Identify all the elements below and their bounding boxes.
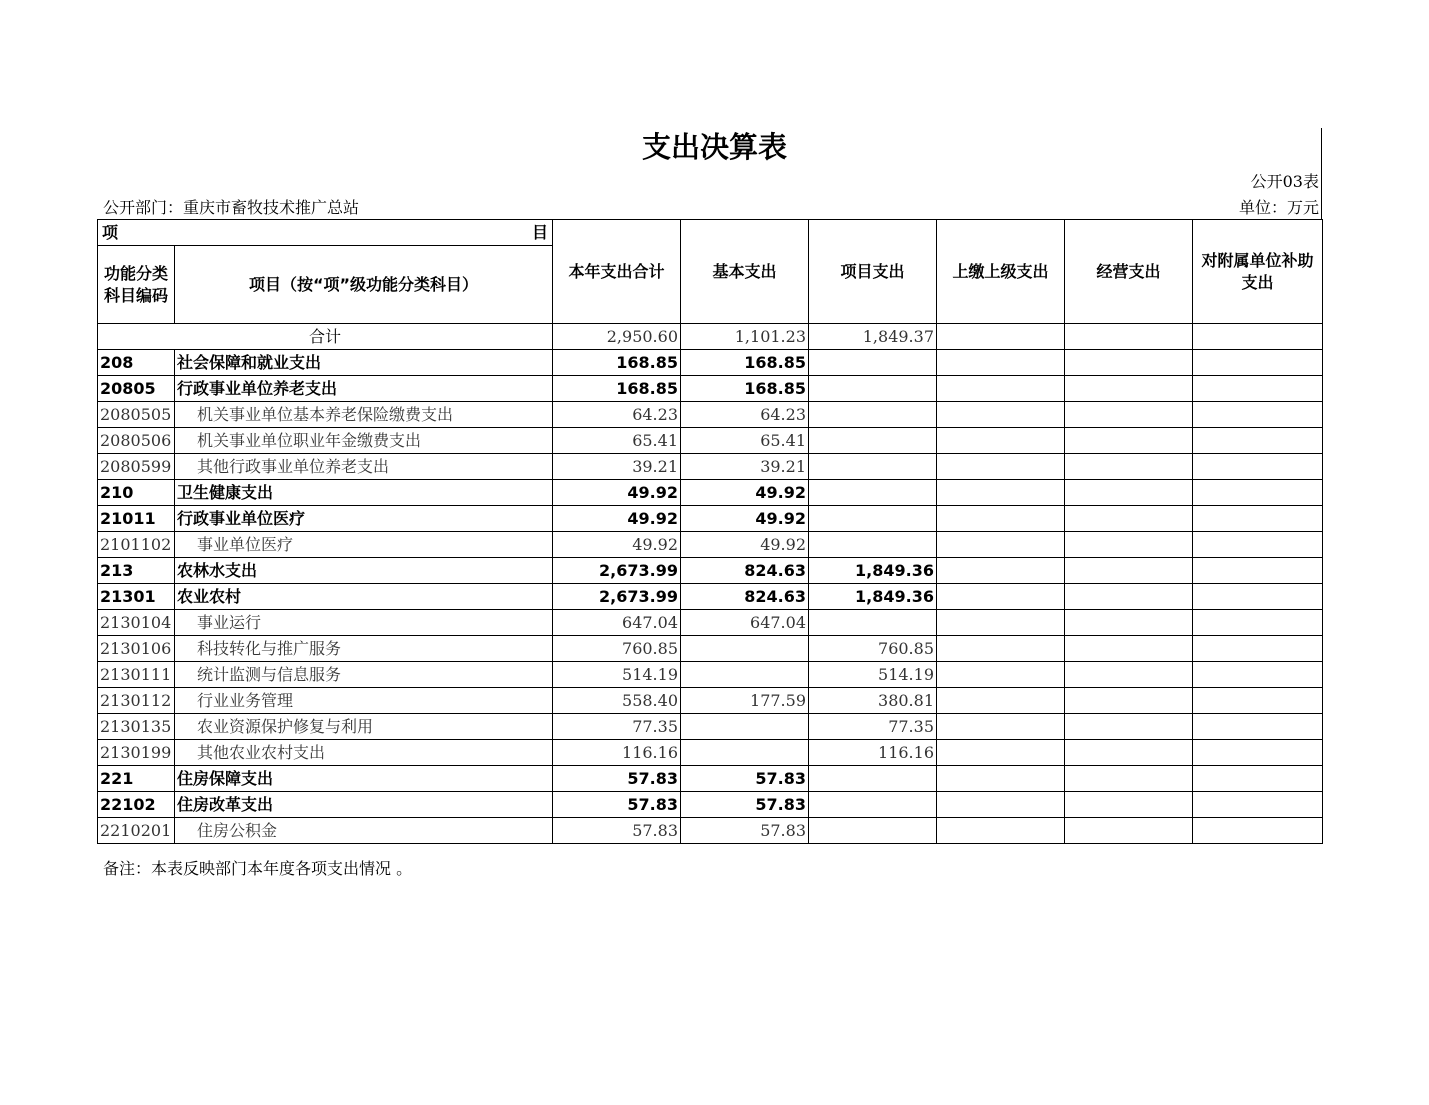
row-value — [937, 402, 1065, 428]
row-value — [937, 558, 1065, 584]
row-value — [1065, 532, 1193, 558]
row-value — [1065, 610, 1193, 636]
row-value — [937, 740, 1065, 766]
row-value — [1193, 740, 1323, 766]
row-value: 64.23 — [681, 402, 809, 428]
row-code: 22102 — [98, 792, 175, 818]
row-value: 49.92 — [553, 532, 681, 558]
row-value — [681, 714, 809, 740]
row-value — [937, 376, 1065, 402]
row-value: 77.35 — [553, 714, 681, 740]
table-row — [98, 662, 1323, 688]
row-name: 卫生健康支出 — [175, 480, 553, 506]
total-cell: 1,849.37 — [809, 324, 937, 350]
row-value — [1193, 662, 1323, 688]
table-row — [98, 636, 1323, 662]
row-value — [1065, 558, 1193, 584]
header-name: 项目（按“项”级功能分类科目） — [175, 246, 553, 324]
row-code: 221 — [98, 766, 175, 792]
row-name: 统计监测与信息服务 — [175, 662, 553, 688]
table-row — [98, 558, 1323, 584]
row-value — [809, 506, 937, 532]
row-value: 2,673.99 — [553, 584, 681, 610]
row-value — [1065, 662, 1193, 688]
row-name: 住房公积金 — [175, 818, 553, 844]
row-value — [809, 792, 937, 818]
unit-label: 单位：万元 — [1238, 198, 1319, 217]
row-value: 168.85 — [681, 376, 809, 402]
row-value: 65.41 — [553, 428, 681, 454]
table-row — [98, 428, 1323, 454]
header-col-remit: 上缴上级支出 — [937, 220, 1065, 324]
row-code: 2130199 — [98, 740, 175, 766]
row-value: 647.04 — [553, 610, 681, 636]
row-value — [1193, 714, 1323, 740]
row-value — [809, 610, 937, 636]
row-code: 2080506 — [98, 428, 175, 454]
row-value — [1193, 480, 1323, 506]
row-value: 57.83 — [553, 792, 681, 818]
row-value: 824.63 — [681, 558, 809, 584]
row-value — [1193, 454, 1323, 480]
row-code: 21301 — [98, 584, 175, 610]
total-cell: 2,950.60 — [553, 324, 681, 350]
row-code: 2130104 — [98, 610, 175, 636]
table-row — [98, 584, 1323, 610]
row-value — [1065, 636, 1193, 662]
header-col-subsidy: 对附属单位补助支出 — [1193, 220, 1323, 324]
row-code: 21011 — [98, 506, 175, 532]
row-value: 514.19 — [809, 662, 937, 688]
row-value — [1065, 740, 1193, 766]
row-value — [809, 532, 937, 558]
row-value — [1065, 376, 1193, 402]
row-value — [1193, 558, 1323, 584]
row-value: 168.85 — [681, 350, 809, 376]
row-value — [1065, 688, 1193, 714]
header-col-basic: 基本支出 — [681, 220, 809, 324]
row-code: 2210201 — [98, 818, 175, 844]
row-code: 2130112 — [98, 688, 175, 714]
row-name: 农业农村 — [175, 584, 553, 610]
row-value — [681, 662, 809, 688]
row-code: 210 — [98, 480, 175, 506]
row-value — [937, 584, 1065, 610]
row-value: 168.85 — [553, 376, 681, 402]
total-cell — [937, 324, 1065, 350]
table-row — [98, 350, 1323, 376]
row-value — [1065, 792, 1193, 818]
table-row — [98, 532, 1323, 558]
row-value: 760.85 — [809, 636, 937, 662]
row-value — [1193, 350, 1323, 376]
row-value — [809, 350, 937, 376]
row-value: 65.41 — [681, 428, 809, 454]
row-name: 其他农业农村支出 — [175, 740, 553, 766]
row-name: 社会保障和就业支出 — [175, 350, 553, 376]
row-value: 57.83 — [681, 792, 809, 818]
row-name: 行政事业单位医疗 — [175, 506, 553, 532]
row-name: 住房改革支出 — [175, 792, 553, 818]
table-row — [98, 480, 1323, 506]
header-col-total: 本年支出合计 — [553, 220, 681, 324]
row-value — [1065, 818, 1193, 844]
table-row — [98, 454, 1323, 480]
row-value: 177.59 — [681, 688, 809, 714]
row-value — [937, 636, 1065, 662]
row-value — [1065, 766, 1193, 792]
footnote: 备注：本表反映部门本年度各项支出情况 。 — [103, 859, 413, 878]
table-row — [98, 610, 1323, 636]
row-value — [1193, 402, 1323, 428]
row-value: 2,673.99 — [553, 558, 681, 584]
row-code: 213 — [98, 558, 175, 584]
row-value — [937, 818, 1065, 844]
row-value: 116.16 — [553, 740, 681, 766]
row-code: 208 — [98, 350, 175, 376]
row-name: 农业资源保护修复与利用 — [175, 714, 553, 740]
row-name: 行政事业单位养老支出 — [175, 376, 553, 402]
row-value — [809, 766, 937, 792]
row-value — [937, 792, 1065, 818]
row-value — [937, 428, 1065, 454]
row-code: 2130135 — [98, 714, 175, 740]
row-value — [937, 506, 1065, 532]
row-value — [1193, 532, 1323, 558]
total-label: 合计 — [98, 324, 553, 350]
row-value: 380.81 — [809, 688, 937, 714]
row-value — [1193, 610, 1323, 636]
row-value — [809, 818, 937, 844]
row-value: 49.92 — [553, 506, 681, 532]
row-value — [937, 532, 1065, 558]
row-value: 647.04 — [681, 610, 809, 636]
row-value — [1193, 376, 1323, 402]
row-value — [1065, 480, 1193, 506]
row-value — [937, 766, 1065, 792]
table-row — [98, 376, 1323, 402]
table-row — [98, 740, 1323, 766]
expenditure-table — [97, 219, 1323, 844]
row-value: 39.21 — [553, 454, 681, 480]
row-value: 57.83 — [553, 766, 681, 792]
header-col-operation: 经营支出 — [1065, 220, 1193, 324]
row-value — [937, 714, 1065, 740]
row-name: 事业单位医疗 — [175, 532, 553, 558]
table-row — [98, 818, 1323, 844]
row-value — [1065, 714, 1193, 740]
header-item-left: 项 — [102, 222, 119, 242]
header-item-right: 目 — [531, 222, 548, 242]
row-value: 168.85 — [553, 350, 681, 376]
row-value — [1193, 766, 1323, 792]
row-value: 49.92 — [681, 532, 809, 558]
row-value — [1065, 584, 1193, 610]
row-value: 57.83 — [681, 818, 809, 844]
header-code: 功能分类科目编码 — [98, 246, 175, 324]
form-number: 公开03表 — [1250, 172, 1319, 191]
table-row — [98, 792, 1323, 818]
row-code: 2101102 — [98, 532, 175, 558]
row-value — [809, 376, 937, 402]
row-value — [681, 740, 809, 766]
row-value — [809, 402, 937, 428]
total-cell — [1065, 324, 1193, 350]
row-value: 1,849.36 — [809, 584, 937, 610]
row-name: 行业业务管理 — [175, 688, 553, 714]
row-value — [937, 662, 1065, 688]
row-value — [1193, 792, 1323, 818]
row-value: 514.19 — [553, 662, 681, 688]
row-value: 49.92 — [681, 506, 809, 532]
row-value — [1193, 818, 1323, 844]
row-value — [937, 350, 1065, 376]
header-col-project: 项目支出 — [809, 220, 937, 324]
row-value: 49.92 — [681, 480, 809, 506]
row-value: 49.92 — [553, 480, 681, 506]
row-value: 116.16 — [809, 740, 937, 766]
table-row — [98, 506, 1323, 532]
row-code: 2130111 — [98, 662, 175, 688]
table-row — [98, 714, 1323, 740]
row-value — [1065, 350, 1193, 376]
row-value — [937, 454, 1065, 480]
header-item-group — [98, 220, 553, 246]
row-name: 科技转化与推广服务 — [175, 636, 553, 662]
row-value — [1065, 402, 1193, 428]
table-row — [98, 766, 1323, 792]
row-value: 558.40 — [553, 688, 681, 714]
row-value — [1065, 454, 1193, 480]
row-value — [809, 454, 937, 480]
total-row — [98, 324, 1323, 350]
row-value — [681, 636, 809, 662]
row-value: 57.83 — [681, 766, 809, 792]
row-value — [937, 688, 1065, 714]
row-value — [1193, 428, 1323, 454]
row-value — [1065, 428, 1193, 454]
row-value — [1193, 584, 1323, 610]
row-code: 2080505 — [98, 402, 175, 428]
total-cell: 1,101.23 — [681, 324, 809, 350]
page-title: 支出决算表 — [641, 130, 787, 164]
row-code: 2080599 — [98, 454, 175, 480]
row-value — [1193, 506, 1323, 532]
row-value — [937, 480, 1065, 506]
row-name: 机关事业单位职业年金缴费支出 — [175, 428, 553, 454]
row-value — [1193, 688, 1323, 714]
row-value: 57.83 — [553, 818, 681, 844]
table-row — [98, 688, 1323, 714]
row-value: 64.23 — [553, 402, 681, 428]
row-value — [937, 610, 1065, 636]
row-value — [1065, 506, 1193, 532]
row-value: 1,849.36 — [809, 558, 937, 584]
row-value — [1193, 636, 1323, 662]
row-code: 20805 — [98, 376, 175, 402]
row-code: 2130106 — [98, 636, 175, 662]
table-row — [98, 402, 1323, 428]
row-value: 77.35 — [809, 714, 937, 740]
row-value — [809, 480, 937, 506]
row-value — [809, 428, 937, 454]
total-cell — [1193, 324, 1323, 350]
department-label: 公开部门：重庆市畜牧技术推广总站 — [103, 198, 360, 217]
row-name: 机关事业单位基本养老保险缴费支出 — [175, 402, 553, 428]
row-value: 760.85 — [553, 636, 681, 662]
row-name: 事业运行 — [175, 610, 553, 636]
row-name: 住房保障支出 — [175, 766, 553, 792]
row-value: 824.63 — [681, 584, 809, 610]
row-name: 其他行政事业单位养老支出 — [175, 454, 553, 480]
row-name: 农林水支出 — [175, 558, 553, 584]
row-value: 39.21 — [681, 454, 809, 480]
